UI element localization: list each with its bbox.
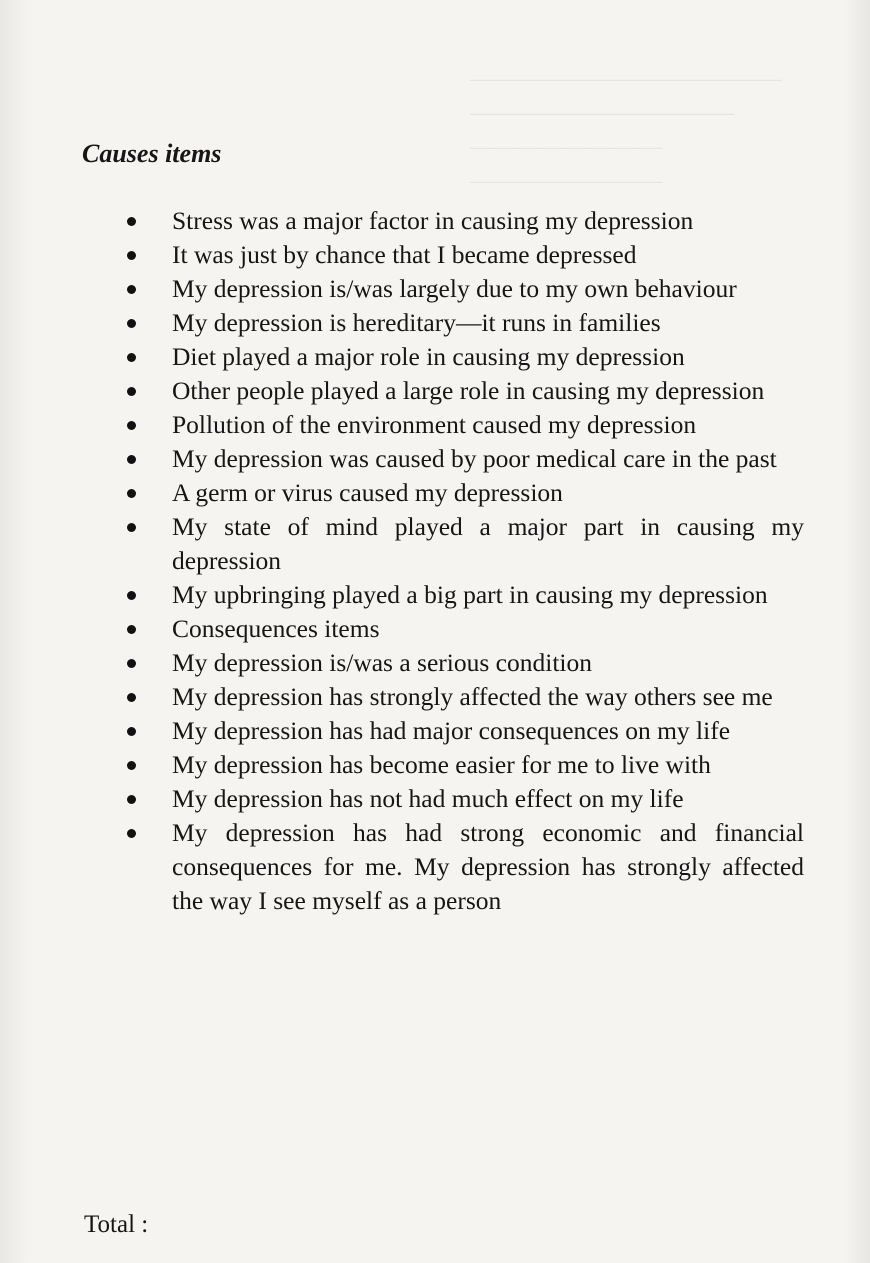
bleed-through-text: ―――――――― <box>470 134 662 160</box>
bullet-icon <box>127 251 136 260</box>
list-item <box>0 612 804 646</box>
list-item-text: My depression is/was a serious condition <box>172 648 592 677</box>
list-item <box>0 510 804 578</box>
list-item <box>0 646 804 680</box>
bullet-icon <box>127 353 136 362</box>
bleed-through-text: ――――――――――― <box>470 100 734 126</box>
list-item-text: Diet played a major role in causing my depression <box>172 342 685 371</box>
list-item-text: Stress was a major factor in causing my depression <box>172 206 694 235</box>
list-item-text: It was just by chance that I became depressed <box>172 240 637 269</box>
bleed-through-text: ―――――――― <box>470 168 662 194</box>
list-item <box>0 238 804 272</box>
list-item <box>0 442 804 476</box>
bullet-icon <box>127 319 136 328</box>
list-item-text: My depression has had major consequences on my life <box>172 716 731 745</box>
list-item <box>0 816 804 918</box>
list-item-text: My depression is hereditary—it runs in families <box>172 308 661 337</box>
bullet-icon <box>127 829 136 838</box>
list-item-text: My depression has had strong economic and financial consequences for me. My depression has strongly affected the way I see myself as a person <box>172 818 804 915</box>
list-item <box>0 408 804 442</box>
list-item <box>0 680 804 714</box>
list-item-text: My depression is/was largely due to my own behaviour <box>172 274 737 303</box>
total-label: Total : <box>84 1211 149 1238</box>
list-item <box>0 306 804 340</box>
list-item <box>0 340 804 374</box>
list-item <box>0 476 804 510</box>
bullet-icon <box>127 285 136 294</box>
list-item <box>0 782 804 816</box>
bullet-icon <box>127 693 136 702</box>
item-list <box>0 204 870 918</box>
list-item-text: Other people played a large role in causing my depression <box>172 376 765 405</box>
list-item-text: Consequences items <box>172 614 380 643</box>
list-item-text: My depression was caused by poor medical care in the past <box>172 444 777 473</box>
list-item-text: A germ or virus caused my depression <box>172 478 563 507</box>
bullet-icon <box>127 387 136 396</box>
list-item <box>0 272 804 306</box>
list-item-text: My upbringing played a big part in causing my depression <box>172 580 768 609</box>
bullet-icon <box>127 489 136 498</box>
bleed-through-text: ――――――――――――― <box>470 66 782 92</box>
bullet-icon <box>127 727 136 736</box>
bullet-icon <box>127 659 136 668</box>
bullet-icon <box>127 421 136 430</box>
bullet-icon <box>127 591 136 600</box>
list-item <box>0 714 804 748</box>
list-item <box>0 374 804 408</box>
list-item <box>0 578 804 612</box>
bullet-icon <box>127 761 136 770</box>
bullet-icon <box>127 217 136 226</box>
list-item <box>0 748 804 782</box>
list-item-text: My depression has become easier for me to live with <box>172 750 711 779</box>
bullet-icon <box>127 795 136 804</box>
list-item <box>0 204 804 238</box>
list-item-text: My depression has strongly affected the way others see me <box>172 682 773 711</box>
list-item-text: Pollution of the environment caused my depression <box>172 410 697 439</box>
bullet-icon <box>127 625 136 634</box>
list-item-text: My state of mind played a major part in causing my depression <box>172 512 804 575</box>
bullet-icon <box>127 523 136 532</box>
section-title: Causes items <box>82 139 222 168</box>
list-item-text: My depression has not had much effect on my life <box>172 784 684 813</box>
bullet-icon <box>127 455 136 464</box>
